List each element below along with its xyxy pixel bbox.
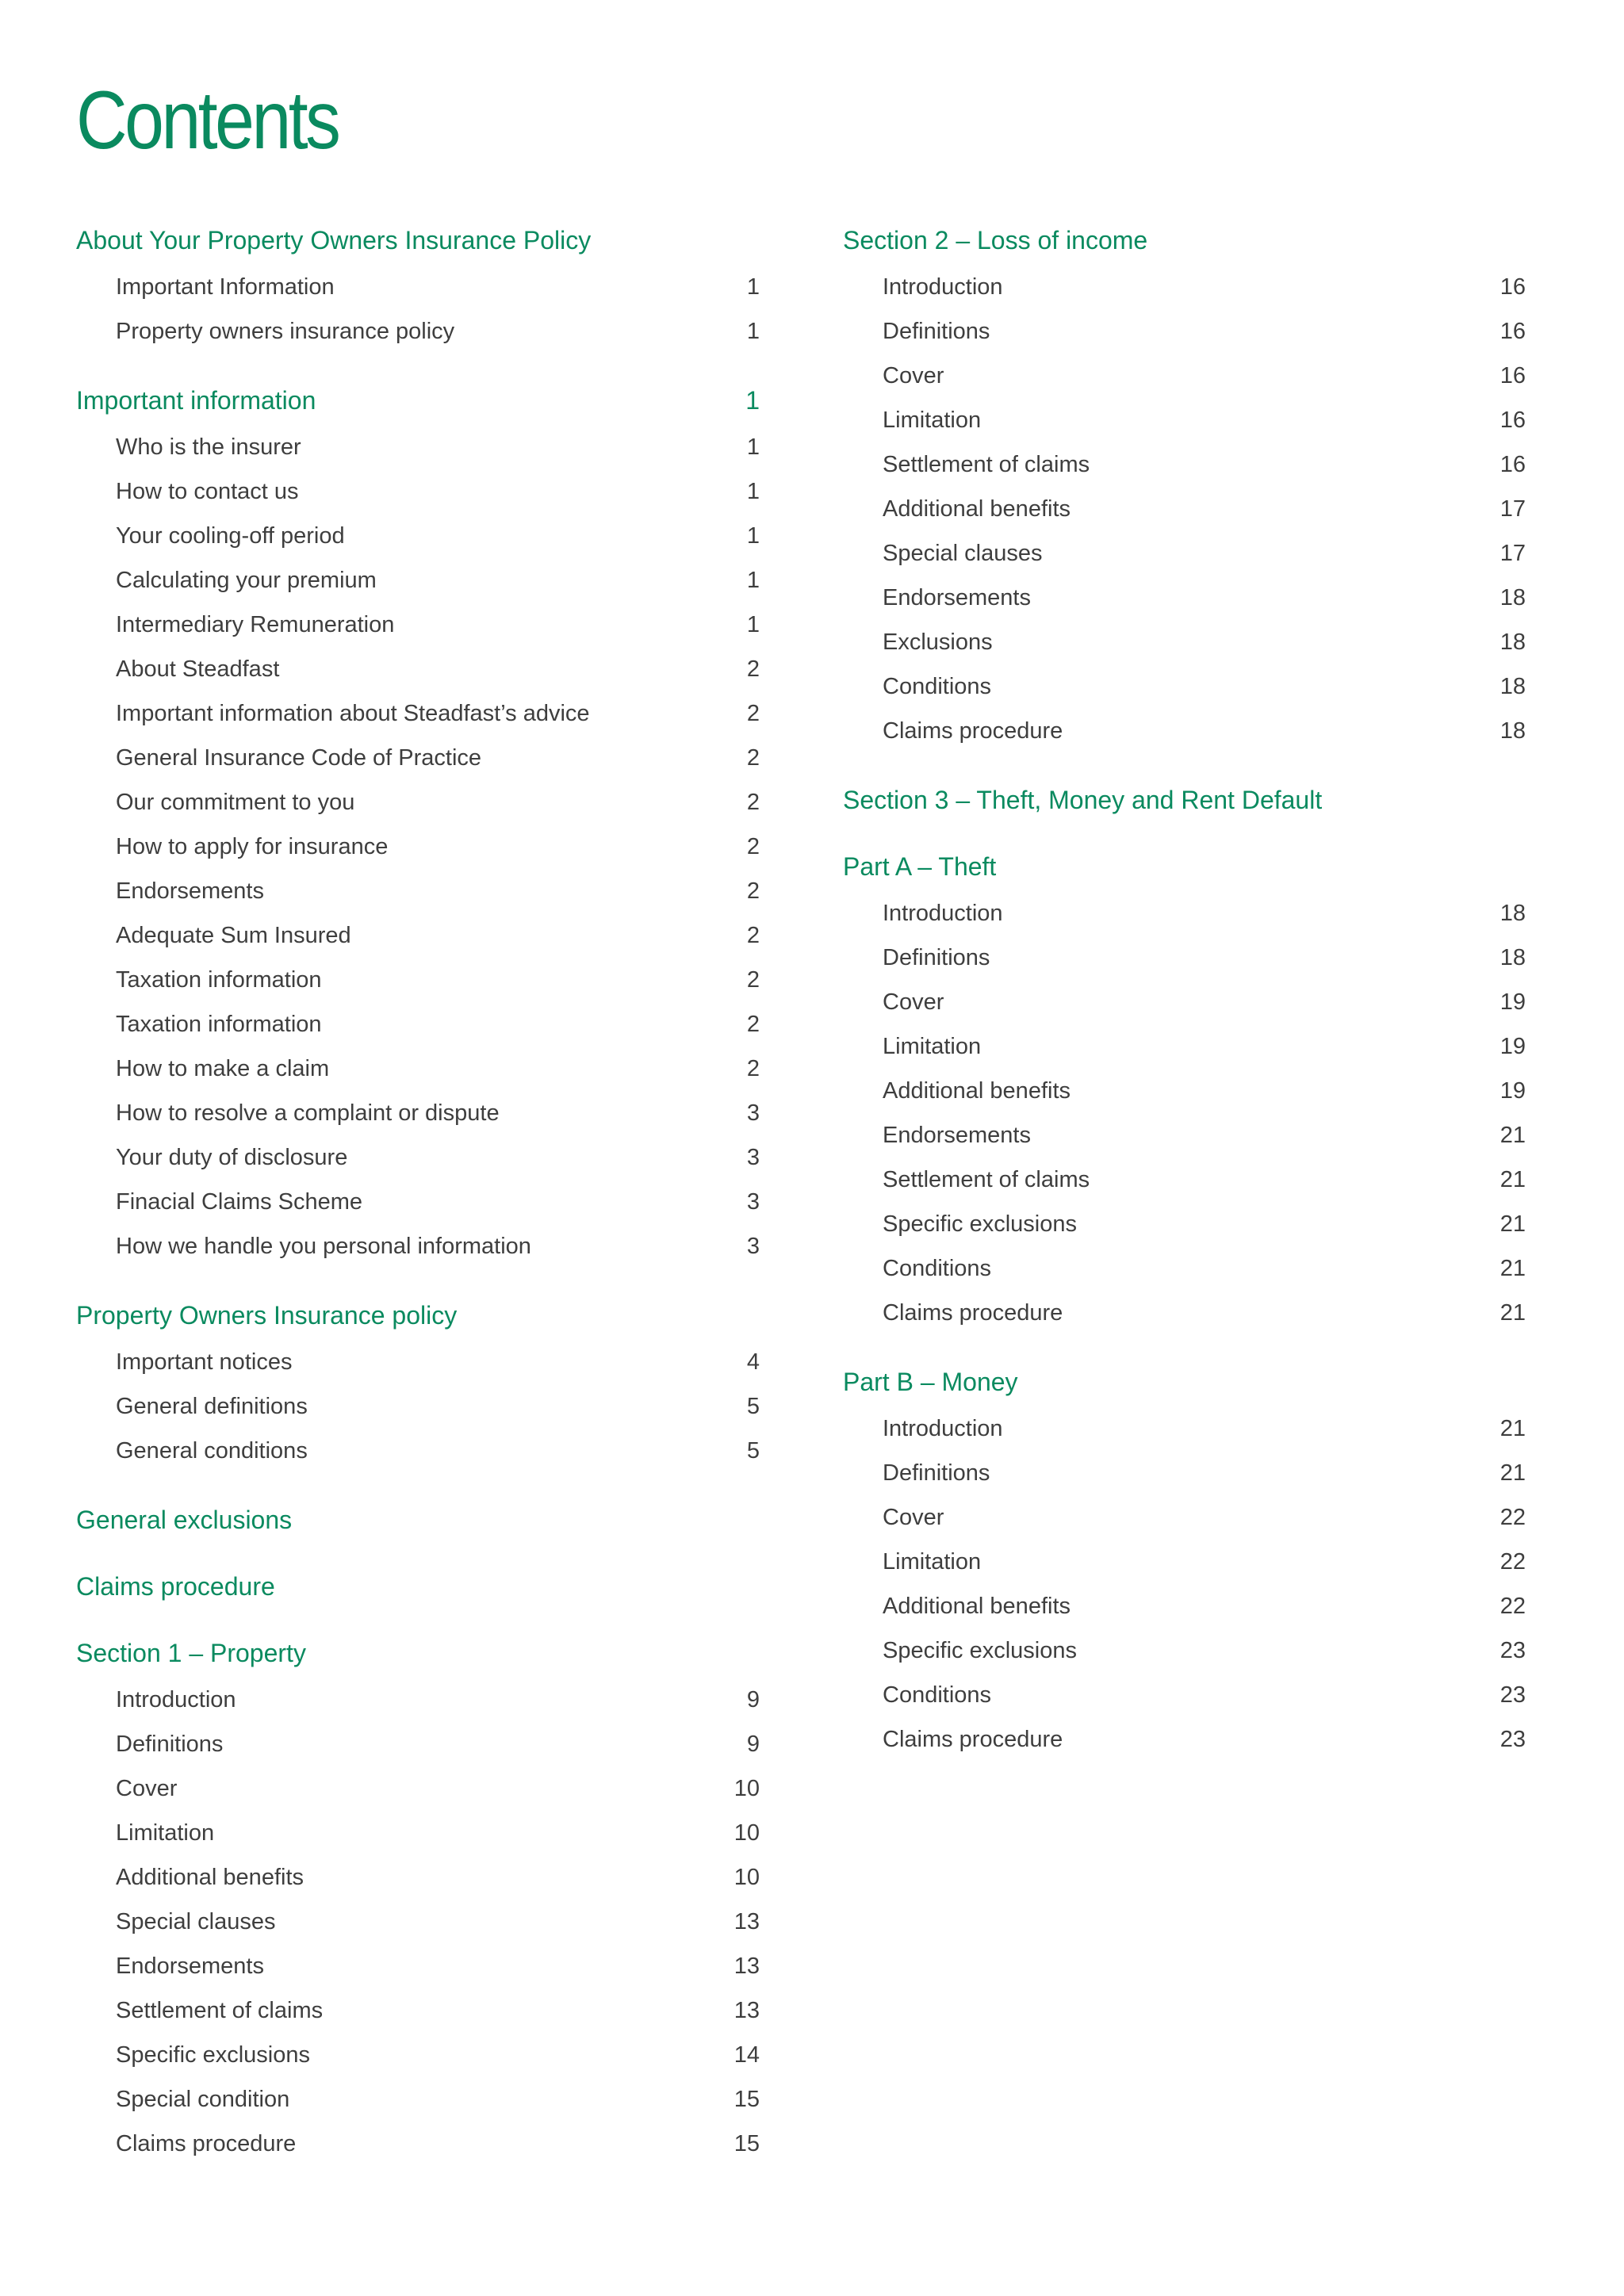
toc-entry-page-number: 13 bbox=[733, 1909, 760, 1934]
toc-entry[interactable] bbox=[843, 1158, 1526, 1202]
toc-entry[interactable] bbox=[76, 1766, 760, 1811]
toc-entry[interactable] bbox=[76, 425, 760, 469]
toc-entry-page-number: 18 bbox=[1500, 945, 1526, 970]
toc-entry-title: Definitions bbox=[883, 1460, 990, 1486]
toc-entry[interactable] bbox=[843, 1024, 1526, 1069]
section-heading-title: Claims procedure bbox=[76, 1572, 275, 1601]
toc-entry-title: Our commitment to you bbox=[116, 790, 355, 815]
toc-entry-page-number: 1 bbox=[746, 274, 760, 300]
toc-entry[interactable] bbox=[76, 1135, 760, 1180]
toc-entry-title: Claims procedure bbox=[883, 718, 1063, 744]
toc-entry-title: Cover bbox=[883, 1505, 944, 1530]
toc-entry-page-number: 2 bbox=[746, 1056, 760, 1081]
toc-entry[interactable] bbox=[76, 558, 760, 603]
toc-entry-page-number: 10 bbox=[733, 1776, 760, 1801]
toc-entry-page-number: 15 bbox=[733, 2087, 760, 2112]
toc-entry-title: Who is the insurer bbox=[116, 434, 301, 460]
toc-entry-title: Important Information bbox=[116, 274, 335, 300]
toc-entry-title: General Insurance Code of Practice bbox=[116, 745, 482, 771]
toc-entry[interactable] bbox=[843, 1069, 1526, 1113]
section-heading[interactable] bbox=[843, 1362, 1526, 1402]
section-heading[interactable] bbox=[76, 1500, 760, 1540]
toc-entry-title: Additional benefits bbox=[883, 1594, 1071, 1619]
toc-entry-page-number: 4 bbox=[746, 1349, 760, 1375]
section-heading[interactable] bbox=[843, 847, 1526, 886]
toc-entry[interactable] bbox=[843, 442, 1526, 487]
toc-entry-title: Additional benefits bbox=[883, 1078, 1071, 1104]
section-heading[interactable] bbox=[76, 220, 760, 260]
toc-entry-page-number: 10 bbox=[733, 1865, 760, 1890]
toc-entry-page-number: 23 bbox=[1500, 1727, 1526, 1752]
toc-entry-page-number: 23 bbox=[1500, 1682, 1526, 1708]
toc-entry-title: Your cooling-off period bbox=[116, 523, 345, 549]
toc-entry[interactable] bbox=[843, 1246, 1526, 1291]
toc-entry[interactable] bbox=[843, 354, 1526, 398]
toc-entry[interactable] bbox=[843, 487, 1526, 531]
toc-entry-page-number: 5 bbox=[746, 1394, 760, 1419]
toc-entry-title: Special clauses bbox=[883, 541, 1043, 566]
toc-entry-page-number: 23 bbox=[1500, 1638, 1526, 1663]
toc-entry-title: Settlement of claims bbox=[883, 1167, 1090, 1192]
toc-entry-page-number: 3 bbox=[746, 1100, 760, 1126]
toc-entry-page-number: 21 bbox=[1500, 1460, 1526, 1486]
toc-entry[interactable] bbox=[843, 265, 1526, 309]
toc-entry-title: Settlement of claims bbox=[883, 452, 1090, 477]
toc-entry-title: Limitation bbox=[883, 1034, 982, 1059]
toc-entry-title: Conditions bbox=[883, 1256, 992, 1281]
toc-entry-title: About Steadfast bbox=[116, 656, 280, 682]
toc-entry-title: Specific exclusions bbox=[883, 1211, 1077, 1237]
toc-entry[interactable] bbox=[76, 1988, 760, 2033]
toc-entry[interactable] bbox=[843, 1540, 1526, 1584]
toc-entry[interactable] bbox=[76, 309, 760, 354]
toc-entry-title: How to resolve a complaint or dispute bbox=[116, 1100, 500, 1126]
toc-entry-page-number: 16 bbox=[1500, 274, 1526, 300]
toc-entry[interactable] bbox=[76, 2033, 760, 2077]
toc-entry-page-number: 21 bbox=[1500, 1300, 1526, 1326]
toc-entry[interactable] bbox=[76, 1678, 760, 1722]
toc-entry[interactable] bbox=[843, 1202, 1526, 1246]
toc-entry-page-number: 21 bbox=[1500, 1256, 1526, 1281]
toc-entry-title: Specific exclusions bbox=[116, 2042, 310, 2068]
toc-entry-title: How to apply for insurance bbox=[116, 834, 389, 859]
toc-entry[interactable] bbox=[76, 1811, 760, 1855]
toc-section bbox=[843, 780, 1526, 820]
toc-entry[interactable] bbox=[843, 936, 1526, 980]
toc-entry-page-number: 19 bbox=[1500, 1034, 1526, 1059]
toc-entry-page-number: 2 bbox=[746, 745, 760, 771]
section-heading-title: Important information bbox=[76, 386, 316, 415]
toc-entry-title: Definitions bbox=[116, 1732, 224, 1757]
toc-entry-page-number: 1 bbox=[746, 612, 760, 637]
toc-entry-page-number: 21 bbox=[1500, 1167, 1526, 1192]
toc-entry-title: Limitation bbox=[883, 408, 982, 433]
toc-section bbox=[76, 381, 760, 1269]
toc-entry-title: Special condition bbox=[116, 2087, 290, 2112]
toc-entry[interactable] bbox=[76, 736, 760, 780]
section-heading[interactable] bbox=[843, 780, 1526, 820]
toc-entry-title: Limitation bbox=[883, 1549, 982, 1575]
toc-entry-title: Endorsements bbox=[116, 878, 264, 904]
toc-entry-title: Definitions bbox=[883, 945, 990, 970]
toc-entry[interactable] bbox=[843, 1451, 1526, 1495]
toc-entry-page-number: 17 bbox=[1500, 541, 1526, 566]
toc-entry[interactable] bbox=[76, 913, 760, 958]
toc-entry-title: Important information about Steadfast’s advice bbox=[116, 701, 590, 726]
toc-entry-page-number: 22 bbox=[1500, 1549, 1526, 1575]
toc-entry-title: Limitation bbox=[116, 1820, 215, 1846]
toc-entry[interactable] bbox=[843, 709, 1526, 753]
toc-entry-title: Cover bbox=[883, 989, 944, 1015]
toc-entry-page-number: 3 bbox=[746, 1234, 760, 1259]
toc-entry[interactable] bbox=[843, 398, 1526, 442]
toc-entry-title: Settlement of claims bbox=[116, 1998, 324, 2023]
toc-entry-page-number: 16 bbox=[1500, 319, 1526, 344]
section-heading[interactable] bbox=[76, 1633, 760, 1673]
toc-entry-title: General definitions bbox=[116, 1394, 308, 1419]
toc-section bbox=[76, 1633, 760, 2166]
toc-entry[interactable] bbox=[843, 664, 1526, 709]
section-heading[interactable] bbox=[76, 381, 760, 420]
toc-entry-page-number: 18 bbox=[1500, 585, 1526, 610]
section-heading-page-number: 1 bbox=[745, 386, 760, 415]
toc-entry-page-number: 16 bbox=[1500, 363, 1526, 388]
toc-entry-title: Adequate Sum Insured bbox=[116, 923, 351, 948]
toc-entry-page-number: 16 bbox=[1500, 452, 1526, 477]
toc-entry-title: Conditions bbox=[883, 674, 992, 699]
toc-section bbox=[843, 220, 1526, 753]
toc-entry-title: Conditions bbox=[883, 1682, 992, 1708]
toc-entry-page-number: 21 bbox=[1500, 1416, 1526, 1441]
toc-entry-page-number: 1 bbox=[746, 479, 760, 504]
toc-entry[interactable] bbox=[76, 2077, 760, 2122]
section-heading-title: Section 2 – Loss of income bbox=[843, 226, 1148, 254]
toc-entry-page-number: 18 bbox=[1500, 901, 1526, 926]
toc-entry-title: Introduction bbox=[883, 901, 1003, 926]
toc-entry[interactable] bbox=[843, 1628, 1526, 1673]
toc-entry[interactable] bbox=[76, 1944, 760, 1988]
toc-entry-title: Taxation information bbox=[116, 1012, 322, 1037]
toc-section bbox=[76, 1500, 760, 1540]
toc-section bbox=[76, 1567, 760, 1606]
toc-entry-page-number: 18 bbox=[1500, 629, 1526, 655]
toc-entry[interactable] bbox=[843, 891, 1526, 936]
toc-entry-title: Claims procedure bbox=[116, 2131, 297, 2156]
page-title: Contents bbox=[76, 75, 339, 166]
toc-entry-page-number: 22 bbox=[1500, 1505, 1526, 1530]
toc-entry[interactable] bbox=[76, 1722, 760, 1766]
toc-entry-page-number: 2 bbox=[746, 923, 760, 948]
toc-entry-title: Introduction bbox=[116, 1687, 236, 1712]
toc-entry[interactable] bbox=[76, 1091, 760, 1135]
toc-entry[interactable] bbox=[76, 869, 760, 913]
toc-entry-page-number: 9 bbox=[746, 1732, 760, 1757]
toc-section bbox=[76, 1295, 760, 1473]
toc-entry-page-number: 17 bbox=[1500, 496, 1526, 522]
toc-entry[interactable] bbox=[843, 1717, 1526, 1762]
toc-entry[interactable] bbox=[76, 1340, 760, 1384]
toc-entry-page-number: 5 bbox=[746, 1438, 760, 1464]
toc-entry[interactable] bbox=[843, 1113, 1526, 1158]
section-heading-title: Property Owners Insurance policy bbox=[76, 1301, 458, 1330]
toc-entry-title: Exclusions bbox=[883, 629, 993, 655]
toc-entry-title: Additional benefits bbox=[116, 1865, 304, 1890]
toc-entry[interactable] bbox=[76, 1180, 760, 1224]
toc-entry[interactable] bbox=[843, 1584, 1526, 1628]
toc-section bbox=[76, 220, 760, 354]
toc-section bbox=[843, 1362, 1526, 1762]
toc-section bbox=[843, 847, 1526, 1335]
toc-entry[interactable] bbox=[843, 1495, 1526, 1540]
toc-entry[interactable] bbox=[843, 980, 1526, 1024]
section-heading-title: Section 3 – Theft, Money and Rent Default bbox=[843, 786, 1323, 814]
toc-entry-title: Calculating your premium bbox=[116, 568, 377, 593]
toc-entry-page-number: 19 bbox=[1500, 1078, 1526, 1104]
toc-entry[interactable] bbox=[76, 780, 760, 825]
toc-entry[interactable] bbox=[76, 1429, 760, 1473]
toc-entry[interactable] bbox=[76, 265, 760, 309]
toc-entry[interactable] bbox=[76, 514, 760, 558]
toc-entry-page-number: 2 bbox=[746, 967, 760, 993]
toc-entry-title: Cover bbox=[116, 1776, 178, 1801]
toc-entry-title: Special clauses bbox=[116, 1909, 276, 1934]
toc-entry-page-number: 1 bbox=[746, 319, 760, 344]
toc-entry-title: How we handle you personal information bbox=[116, 1234, 531, 1259]
toc-entry-page-number: 2 bbox=[746, 878, 760, 904]
toc-entry-page-number: 10 bbox=[733, 1820, 760, 1846]
toc-column-right bbox=[843, 220, 1526, 1789]
toc-entry[interactable] bbox=[76, 958, 760, 1002]
section-heading-title: Part B – Money bbox=[843, 1368, 1018, 1396]
toc-entry[interactable] bbox=[843, 576, 1526, 620]
toc-entry[interactable] bbox=[76, 603, 760, 647]
toc-entry-title: Specific exclusions bbox=[883, 1638, 1077, 1663]
toc-entry-page-number: 13 bbox=[733, 1998, 760, 2023]
toc-entry-page-number: 13 bbox=[733, 1954, 760, 1979]
section-heading[interactable] bbox=[843, 220, 1526, 260]
toc-entry[interactable] bbox=[76, 825, 760, 869]
toc-entry-title: General conditions bbox=[116, 1438, 308, 1464]
toc-entry[interactable] bbox=[76, 1002, 760, 1047]
toc-entry[interactable] bbox=[76, 2122, 760, 2166]
toc-entry-page-number: 3 bbox=[746, 1145, 760, 1170]
toc-entry-page-number: 3 bbox=[746, 1189, 760, 1215]
toc-entry-title: How to make a claim bbox=[116, 1056, 330, 1081]
toc-entry-page-number: 1 bbox=[746, 434, 760, 460]
toc-entry[interactable] bbox=[76, 691, 760, 736]
toc-entry[interactable] bbox=[843, 531, 1526, 576]
toc-entry-page-number: 9 bbox=[746, 1687, 760, 1712]
toc-entry-title: How to contact us bbox=[116, 479, 299, 504]
toc-entry-page-number: 2 bbox=[746, 701, 760, 726]
toc-entry-title: Claims procedure bbox=[883, 1300, 1063, 1326]
toc-entry-page-number: 2 bbox=[746, 790, 760, 815]
toc-entry-page-number: 19 bbox=[1500, 989, 1526, 1015]
toc-entry-page-number: 14 bbox=[733, 2042, 760, 2068]
toc-entry-title: Definitions bbox=[883, 319, 990, 344]
toc-entry-title: Cover bbox=[883, 363, 944, 388]
toc-column-left bbox=[76, 220, 760, 2193]
toc-entry-title: Your duty of disclosure bbox=[116, 1145, 348, 1170]
toc-entry-title: Important notices bbox=[116, 1349, 293, 1375]
toc-entry-page-number: 2 bbox=[746, 834, 760, 859]
toc-entry-page-number: 21 bbox=[1500, 1211, 1526, 1237]
section-heading[interactable] bbox=[76, 1567, 760, 1606]
toc-entry-page-number: 1 bbox=[746, 523, 760, 549]
toc-entry-title: Intermediary Remuneration bbox=[116, 612, 395, 637]
section-heading-title: Part A – Theft bbox=[843, 852, 997, 881]
toc-entry-title: Claims procedure bbox=[883, 1727, 1063, 1752]
toc-entry-page-number: 15 bbox=[733, 2131, 760, 2156]
section-heading-title: About Your Property Owners Insurance Policy bbox=[76, 226, 592, 254]
toc-entry-page-number: 2 bbox=[746, 656, 760, 682]
toc-entry-page-number: 21 bbox=[1500, 1123, 1526, 1148]
toc-entry-title: Taxation information bbox=[116, 967, 322, 993]
toc-entry[interactable] bbox=[76, 1900, 760, 1944]
toc-entry[interactable] bbox=[76, 1384, 760, 1429]
toc-entry[interactable] bbox=[76, 647, 760, 691]
toc-entry-page-number: 18 bbox=[1500, 718, 1526, 744]
toc-entry[interactable] bbox=[843, 1406, 1526, 1451]
toc-entry-title: Endorsements bbox=[116, 1954, 264, 1979]
toc-entry-title: Endorsements bbox=[883, 1123, 1031, 1148]
toc-entry[interactable] bbox=[76, 469, 760, 514]
toc-entry[interactable] bbox=[843, 309, 1526, 354]
toc-entry[interactable] bbox=[843, 620, 1526, 664]
toc-entry-title: Additional benefits bbox=[883, 496, 1071, 522]
toc-entry-title: Finacial Claims Scheme bbox=[116, 1189, 363, 1215]
toc-entry-title: Endorsements bbox=[883, 585, 1031, 610]
toc-entry-page-number: 1 bbox=[746, 568, 760, 593]
toc-entry-title: Introduction bbox=[883, 1416, 1003, 1441]
toc-entry[interactable] bbox=[843, 1673, 1526, 1717]
toc-entry-page-number: 18 bbox=[1500, 674, 1526, 699]
toc-entry[interactable] bbox=[76, 1224, 760, 1269]
toc-entry-title: Introduction bbox=[883, 274, 1003, 300]
toc-entry-page-number: 16 bbox=[1500, 408, 1526, 433]
section-heading-title: Section 1 – Property bbox=[76, 1639, 306, 1667]
toc-entry-page-number: 22 bbox=[1500, 1594, 1526, 1619]
section-heading[interactable] bbox=[76, 1295, 760, 1335]
toc-entry[interactable] bbox=[843, 1291, 1526, 1335]
toc-entry[interactable] bbox=[76, 1047, 760, 1091]
toc-entry-title: Property owners insurance policy bbox=[116, 319, 455, 344]
section-heading-title: General exclusions bbox=[76, 1506, 293, 1534]
toc-entry[interactable] bbox=[76, 1855, 760, 1900]
toc-entry-page-number: 2 bbox=[746, 1012, 760, 1037]
